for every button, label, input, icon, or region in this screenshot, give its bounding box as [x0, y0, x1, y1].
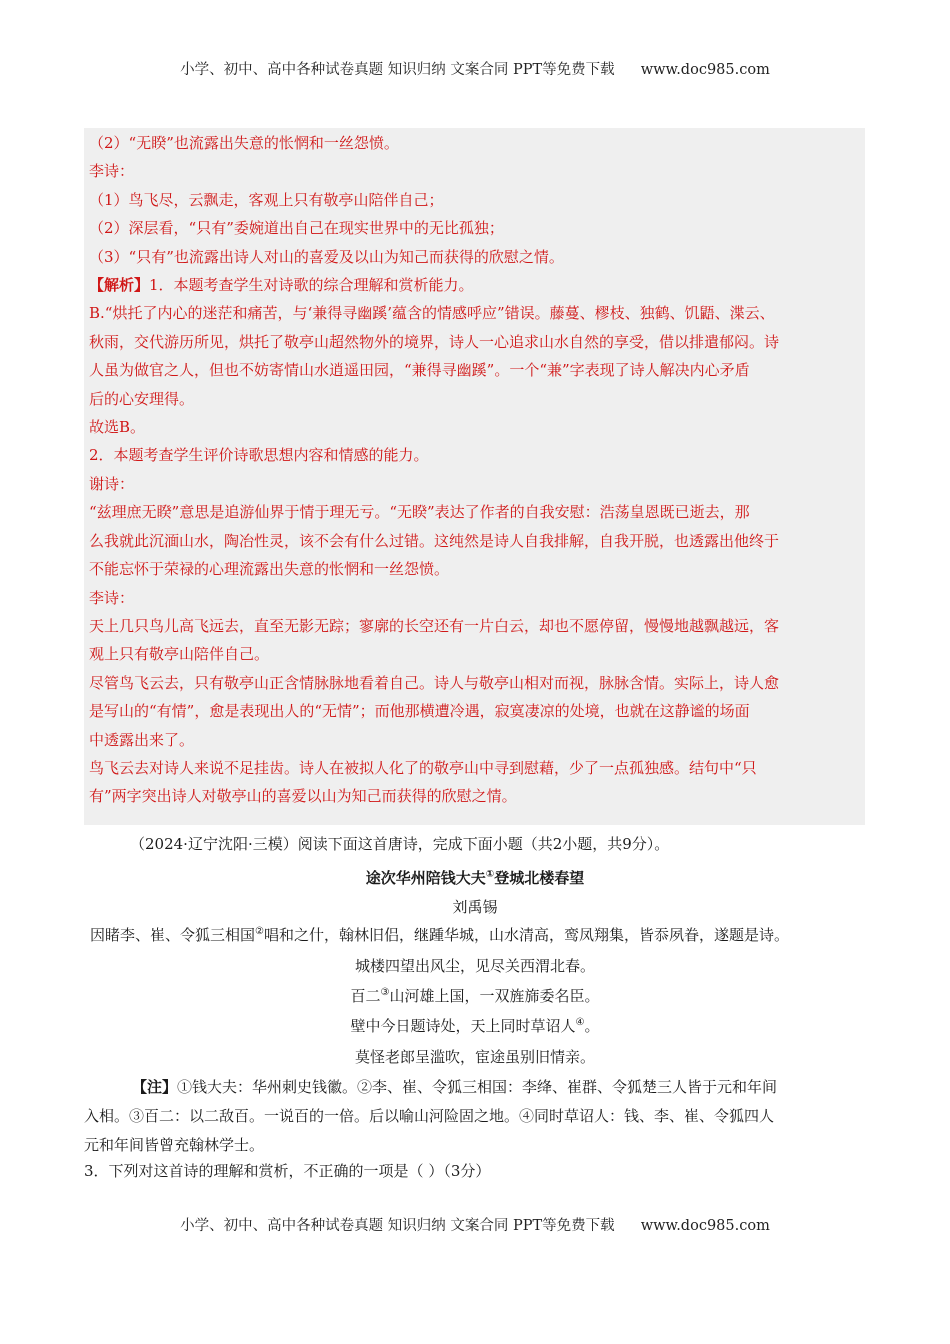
poem-verse-3	[0, 1015, 950, 1036]
answer-analysis-box	[84, 128, 865, 825]
page-footer	[0, 1214, 950, 1235]
note-line: 元和年间皆曾充翰林学士。	[84, 1136, 265, 1154]
preface-part: 唱和之什，翰林旧侣，继踵华城，山水清高，鸾凤翔集，皆忝夙眷，遂题是诗。	[263, 926, 789, 944]
analysis-line: B.“烘托了内心的迷茫和痛苦，与‘兼得寻幽蹊’蕴含的情感呼应”错误。藤蔓、樛枝、独鹤、饥鼯、渫云、	[89, 304, 775, 323]
page-header	[0, 58, 950, 79]
poem-preface	[90, 924, 870, 945]
verse-part: 山河雄上国，一双旌旆委名臣。	[389, 987, 600, 1005]
verse-part: 壁中今日题诗处，天上同时草诏人	[350, 1017, 576, 1035]
answer-line: （3）“只有”也流露出诗人对山的喜爱及以山为知己而获得的欣慰之情。	[89, 247, 564, 266]
poem-verse-1: 城楼四望出风尘，见尽关西渭北春。	[354, 957, 595, 975]
analysis-line: 李诗：	[89, 588, 135, 607]
analysis-line: “兹理庶无睽”意思是追游仙界于情于理无亏。“无睽”表达了作者的自我安慰：浩荡皇恩既已逝去，那	[89, 503, 750, 522]
analysis-line: 后的心安理得。	[89, 389, 195, 408]
analysis-line: 故选B。	[89, 418, 146, 437]
answer-line: 李诗：	[89, 162, 135, 181]
note-line	[84, 1073, 866, 1102]
notes-tag: 【注】	[132, 1078, 178, 1096]
analysis-first-line: 1．本题考查学生对诗歌的综合理解和赏析能力。	[149, 276, 474, 295]
poem-title-part: 途次华州陪钱大夫	[365, 869, 486, 887]
answer-line: （2）深层看，“只有”委婉道出自己在现实世界中的无比孤独；	[89, 219, 504, 238]
analysis-line: 有”两字突出诗人对敬亭山的喜爱以山为知己而获得的欣慰之情。	[89, 787, 517, 806]
preface-part: 因睹李、崔、令狐三相国	[90, 926, 256, 944]
verse-part: 百二	[350, 987, 381, 1005]
header-text: 小学、初中、高中各种试卷真题 知识归纳 文案合同 PPT等免费下载	[180, 62, 615, 78]
footer-url[interactable]: www.doc985.com	[640, 1218, 770, 1234]
poem-notes	[84, 1073, 866, 1160]
analysis-line: 尽管鸟飞云去，只有敬亭山正含情脉脉地看着自己。诗人与敬亭山相对而视，脉脉含情。实际上，诗人愈	[89, 673, 780, 692]
verse-part: 。	[584, 1017, 600, 1035]
analysis-tag: 【解析】	[89, 276, 150, 295]
footnote-ref: ③	[380, 987, 390, 998]
note-line: 入相。③百二：以二敌百。一说百的一倍。后以喻山河险固之地。④同时草诏人：钱、李、崔、令狐四人	[84, 1107, 775, 1125]
question-3: 3．下列对这首诗的理解和赏析，不正确的一项是（ ）（3分）	[84, 1162, 491, 1180]
poem-author: 刘禹锡	[452, 898, 498, 916]
analysis-line: 人虽为做官之人，但也不妨寄情山水逍遥田园，“兼得寻幽蹊”。一个“兼”字表现了诗人解决内心矛盾	[89, 361, 750, 380]
analysis-line: 么我就此沉湎山水，陶冶性灵，该不会有什么过错。这纯然是诗人自我排解，自我开脱，也透露出他终于	[89, 531, 780, 550]
analysis-line: 天上几只鸟儿高飞远去，直至无影无踪；寥廓的长空还有一片白云，却也不愿停留，慢慢地越飘越远，客	[89, 616, 780, 635]
poem-title-part: 登城北楼春望	[494, 869, 585, 887]
answer-line: （1）鸟飞尽，云飘走，客观上只有敬亭山陪伴自己；	[89, 190, 444, 209]
note-text: ①钱大夫：华州刺史钱徽。②李、崔、令狐三相国：李绛、崔群、令狐楚三人皆于元和年间	[177, 1078, 778, 1096]
analysis-line: 谢诗：	[89, 474, 135, 493]
footer-text: 小学、初中、高中各种试卷真题 知识归纳 文案合同 PPT等免费下载	[180, 1218, 615, 1234]
poem-title	[0, 867, 950, 888]
analysis-heading	[84, 271, 865, 299]
answer-line: （2）“无睽”也流露出失意的怅惘和一丝怨愤。	[89, 134, 399, 152]
analysis-line: 中透露出来了。	[89, 730, 195, 749]
analysis-line: 秋雨，交代游历所见，烘托了敬亭山超然物外的境界，诗人一心追求山水自然的享受，借以排遣郁闷。诗	[89, 332, 780, 351]
footnote-ref: ①	[485, 869, 495, 880]
poem-verse-4: 莫怪老郎呈滥吹，宦途虽别旧情亲。	[354, 1048, 595, 1066]
analysis-line: 是写山的“有情”，愈是表现出人的“无情”；而他那横遭冷遇，寂寞凄凉的处境，也就在这静谧的场面	[89, 702, 750, 721]
header-url[interactable]: www.doc985.com	[640, 62, 770, 78]
footnote-ref: ④	[575, 1017, 585, 1028]
analysis-line: 2．本题考查学生评价诗歌思想内容和情感的能力。	[89, 446, 429, 465]
analysis-line: 观上只有敬亭山陪伴自己。	[89, 645, 270, 664]
poem-verse-2	[0, 985, 950, 1006]
analysis-line: 不能忘怀于荣禄的心理流露出失意的怅惘和一丝怨愤。	[89, 560, 450, 579]
reading-intro: （2024·辽宁沈阳·三模）阅读下面这首唐诗，完成下面小题（共2小题，共9分）。	[130, 835, 670, 853]
footnote-ref: ②	[255, 926, 264, 937]
analysis-line: 鸟飞云去对诗人来说不足挂齿。诗人在被拟人化了的敬亭山中寻到慰藉，少了一点孤独感。结句中“只	[89, 758, 757, 777]
